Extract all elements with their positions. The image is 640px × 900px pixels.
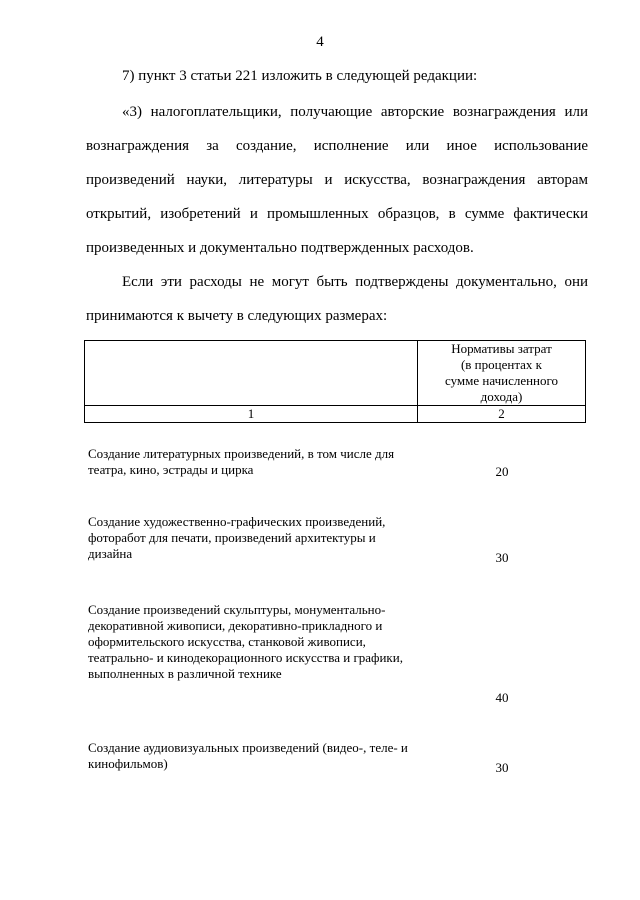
clause-line-2: вознаграждения за создание, исполнение или иное использование <box>86 138 588 154</box>
clause-line-4: открытий, изобретений и промышленных образцов, в сумме фактически <box>86 206 588 222</box>
header-line: Нормативы затрат <box>451 341 552 356</box>
item-7-text: 7) пункт 3 статьи 221 изложить в следующей редакции: <box>122 68 478 84</box>
clause-line-1: «3) налогоплательщики, получающие авторские вознаграждения или <box>122 104 588 120</box>
table-row-label: Создание произведений скульптуры, монументально-декоративной живописи, декоративно-прикладного и оформительского искусства, станковой живописи, театрально- и кинодекорационного искусства и графики, выполненных в различной технике <box>88 602 403 681</box>
table-header-row <box>85 341 586 406</box>
table-row-label: Создание литературных произведений, в том числе для театра, кино, эстрады и цирка <box>88 446 395 477</box>
page-number: 4 <box>316 34 324 50</box>
clause-line-5: произведенных и документально подтвержденных расходов. <box>86 240 474 256</box>
table-row-value: 40 <box>495 690 509 705</box>
norms-table <box>84 340 586 423</box>
column-number-1: 1 <box>85 406 418 423</box>
header-line: (в процентах к <box>460 357 543 372</box>
header-line: сумме начисленного <box>444 373 559 388</box>
table-row-label: Создание художественно-графических произведений, фоторабот для печати, произведений архитектуры и дизайна <box>88 514 386 561</box>
column-number-row <box>85 406 586 423</box>
clause-line-3: произведений науки, литературы и искусства, вознаграждения авторам <box>86 172 588 188</box>
column-number-2: 2 <box>418 406 586 423</box>
header-cell-empty <box>85 341 418 406</box>
table-row-label: Создание аудиовизуальных произведений (видео-, теле- и кинофильмов) <box>88 740 408 771</box>
table-row-value: 30 <box>495 550 509 565</box>
table-row-value: 20 <box>495 464 509 479</box>
header-line: дохода) <box>480 389 523 404</box>
if-line-1: Если эти расходы не могут быть подтверждены документально, они <box>122 274 588 290</box>
table-row-value: 30 <box>495 760 509 775</box>
if-line-2: принимаются к вычету в следующих размерах: <box>86 308 388 324</box>
header-cell-norms <box>418 341 586 406</box>
